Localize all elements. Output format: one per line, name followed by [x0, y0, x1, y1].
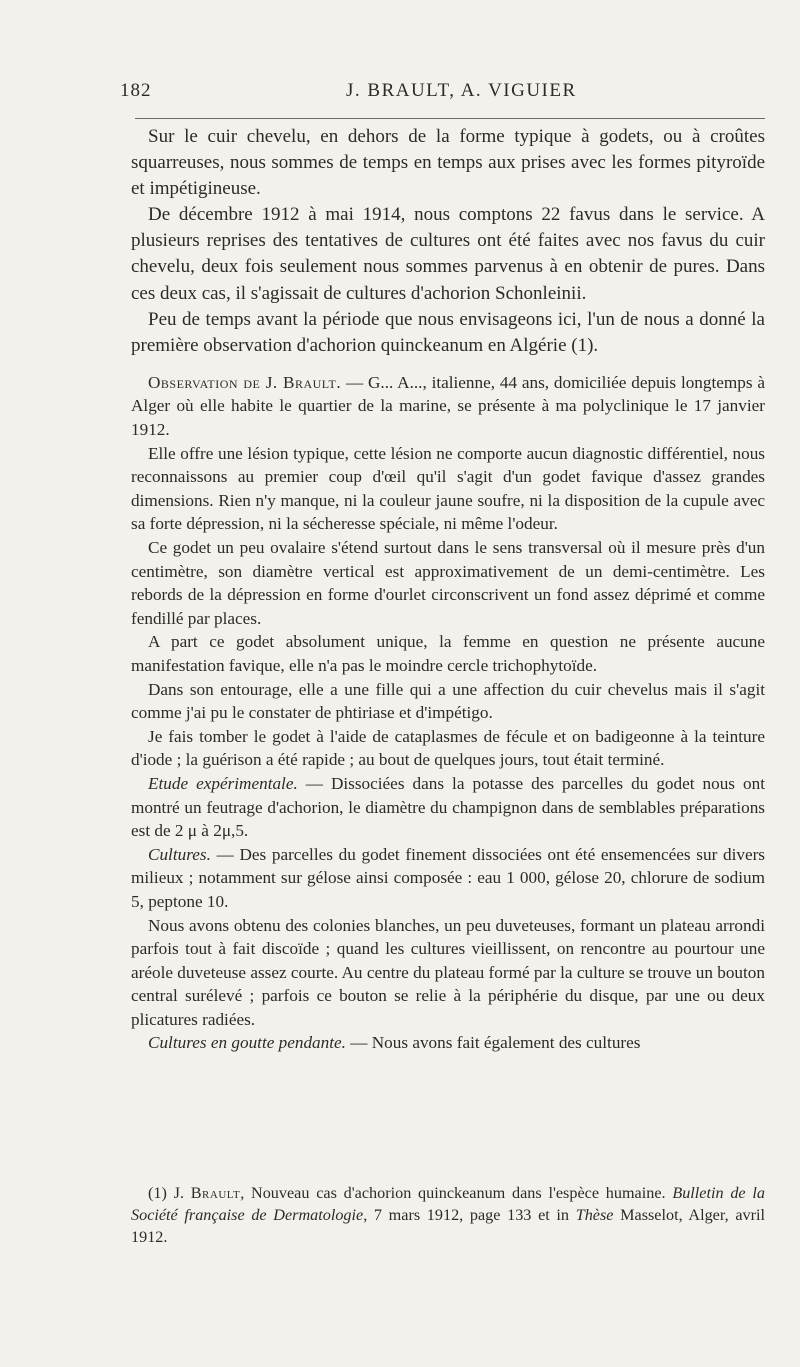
footnote-part: , 7 mars 1912, page 133 et in [363, 1206, 576, 1224]
header-rule [135, 118, 765, 119]
paragraph: Elle offre une lésion typique, cette lésion ne comporte aucun diagnostic différentiel, nous reconnaissons au premier coup d'œil qu'il s'agit d'un godet favique d'assez grandes dimensions. Rien n'y manque, ni la couleur jaune soufre, ni la disposition de la cupule avec sa forte dépression, ni la sécheresse spéciale, ni même l'odeur. [131, 443, 765, 534]
page-number: 182 [120, 80, 152, 101]
paragraph: Ce godet un peu ovalaire s'étend surtout dans le sens transversal où il mesure près d'un centimètre, son diamètre vertical est approximativement de un demi-centimètre. Les rebords de la dépression en forme d'ourlet circonscrivent un fond assez déprimé et comme fendillé par places. [131, 538, 765, 628]
footnote-thesis: Thèse [575, 1206, 614, 1224]
section-label: Cultures en goutte pendante. [148, 1033, 346, 1053]
section-label: Etude expérimentale. [148, 773, 298, 793]
section-text: — Des parcelles du godet finement dissociées ont été ensemencées sur divers milieux ; notamment sur gélose ainsi composée : eau 1 000, gélose 20, chlorure de sodium 5, peptone 10. [131, 844, 765, 911]
page-header [120, 80, 765, 104]
observation-paragraph [131, 371, 765, 442]
footnote [131, 1182, 765, 1248]
paragraph [131, 1031, 765, 1055]
running-head: J. BRAULT, A. VIGUIER [346, 80, 577, 101]
footnote-journal: Bulletin de la Société française de Dermatologie [131, 1184, 765, 1224]
body-text [131, 124, 765, 1055]
paragraph: De décembre 1912 à mai 1914, nous comptons 22 favus dans le service. A plusieurs reprises des tentatives de cultures ont été faites avec nos favus du cuir chevelu, deux fois seulement nous sommes parvenus à en obtenir de pures. Dans ces deux cas, il s'agissait de cultures d'achorion Schonleinii. [131, 204, 765, 304]
paragraph [131, 772, 765, 843]
footnote-part: Masselot, Alger, avril 1912. [131, 1206, 765, 1246]
footnote-part: , Nouveau cas d'achorion quinckeanum dans l'espèce humaine. [240, 1184, 673, 1202]
section-label: Cultures. [148, 844, 211, 864]
paragraph: Nous avons obtenu des colonies blanches, un peu duveteuses, formant un plateau arrondi parfois tout à fait discoïde ; quand les cultures vieillissent, on rencontre au pourtour une aréole duveteuse assez courte. Au centre du plateau formé par la culture se trouve un bouton central surélevé ; parfois ce bouton se relie à la périphérie du disque, par une ou deux plicatures radiées. [131, 915, 765, 1029]
section-text: — Dissociées dans la potasse des parcelles du godet nous ont montré un feutrage d'achorion, le diamètre du champignon dans de semblables préparations est de 2 μ à 2μ,5. [131, 773, 765, 841]
paragraph: Dans son entourage, elle a une fille qui a une affection du cuir chevelus mais il s'agit comme j'ai pu le constater de phtiriase et d'impétigo. [131, 679, 765, 723]
footnote-author: Brault [190, 1184, 241, 1202]
paragraph: Peu de temps avant la période que nous envisageons ici, l'un de nous a donné la première observation d'achorion quinckeanum en Algérie (1). [131, 308, 765, 356]
paragraph: Je fais tomber le godet à l'aide de cataplasmes de fécule et on badigeonne à la teinture d'iode ; la guérison a été rapide ; au bout de quelques jours, tout était terminé. [131, 726, 765, 770]
observation-label: Observation de J. Brault. [148, 372, 342, 392]
paragraph: A part ce godet absolument unique, la femme en question ne présente aucune manifestation favique, elle n'a pas le moindre cercle trichophytoïde. [131, 632, 765, 675]
paragraph: Sur le cuir chevelu, en dehors de la forme typique à godets, ou à croûtes squarreuses, nous sommes de temps en temps aux prises avec les formes pityroïde et impétigineuse. [131, 126, 765, 200]
observation-text: — G... A..., italienne, 44 ans, domiciliée depuis longtemps à Alger où elle habite le quartier de la marine, se présente à ma polyclinique le 17 janvier 1912. [131, 372, 765, 440]
section-text: — Nous avons fait également des cultures [345, 1033, 641, 1053]
footnote-text [131, 1182, 765, 1248]
footnote-marker: (1) J. [148, 1184, 191, 1202]
paragraph [131, 843, 765, 914]
